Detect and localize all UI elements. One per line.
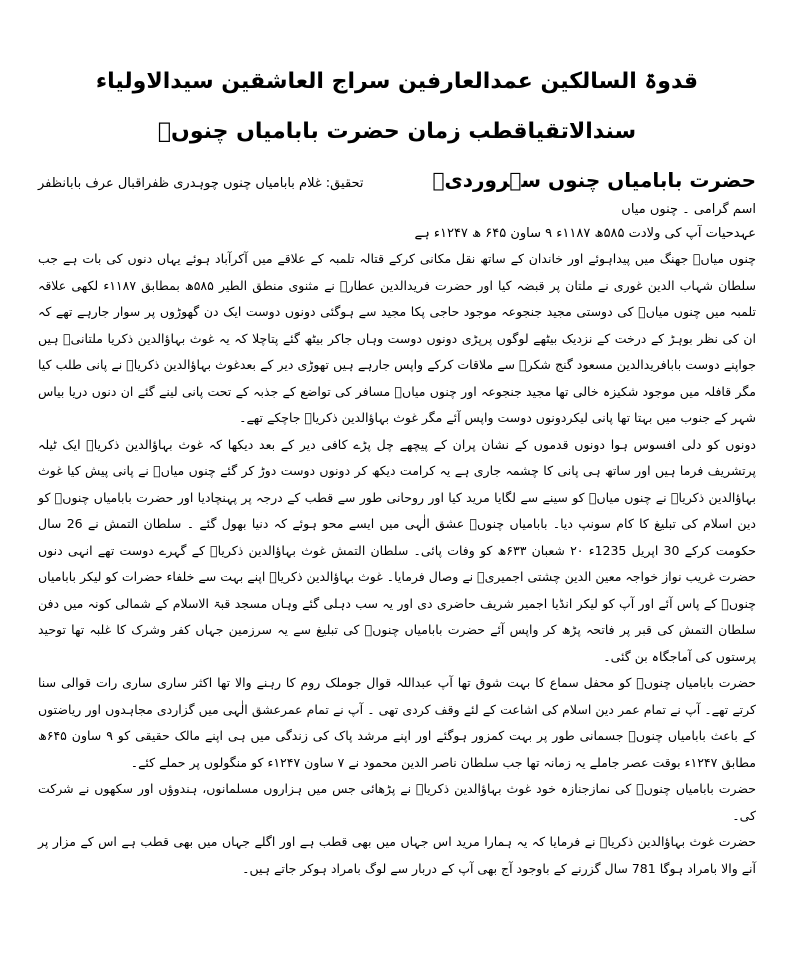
paragraph-2: دونوں کو دلی افسوس ہوا دونوں قدموں کے نشان پران کے پیچھے چل پڑے کافی دیر کے بعد دیکھا کہ غوث بہاؤالدین ذکریاؒ ایک ٹیلہ پرتشریف فرما ہیں اور ساتھ ہی پانی کا چشمہ جاری ہے یہ کرامت دیکھ کر دونوں دوست دوڑ کر گئے چنوں میاںؒ نے پانی پیش کیا غوث بہاؤالدین ذکریاؒ نے چنوں میاںؒ کو سینے سے لگایا مرید کیا اور روحانی طور سے قطب کے درجہ پر پہنچادیا اور حضرت بابامیاں چنوںؒ کو دین اسلام کی تبلیغ کا کام سونپ دیا۔ بابامیاں چنوںؒ عشق الٰہی میں ایسے محو ہوئے کہ دنیا بھول گئے ۔ سلطان التمش نے 26 سال حکومت کرکے 30 اپریل 1235ء ۲۰ شعبان ۶۳۳ھ کو وفات پائی۔ سلطان التمش غوث بہاؤالدین ذکریاؒ کے گہرے دوست تھے انہی دنوں حضرت غریب نواز خواجہ معین الدین چشتی اجمیریؒ نے وصال فرمایا۔ غوث بہاؤالدین ذکریاؒ اپنے بہت سے خلفاء حضرات کو لیکر بابامیاں چنوںؒ کے پاس آئے اور آپ کو لیکر انڈیا اجمیر شریف حاضری دی اور یہ سب دہلی گئے وہاں مسجد قبۃ الاسلام کے شمالی کونہ میں دفن سلطان التمش کی قبر پر فاتحہ پڑھ کر واپس آئے حضرت بابامیاں چنوںؒ کی تبلیغ سے یہ سرزمین جہاں کفر وشرک کا غلبہ تھا توحید پرستوں کی آماجگاہ بن گئی۔ — [38, 436, 756, 664]
subject-name: حضرت بابامیاں چنوں سہروردیؒ — [432, 168, 756, 192]
paragraph-5: حضرت غوث بہاؤالدین ذکریاؒ نے فرمایا کہ یہ ہمارا مرید اس جہاں میں بھی قطب ہے اور اگلے جہاں میں بھی قطب ہے اس کے مزار پر آنے والا بامراد ہوگا 781 سال گزرنے کے باوجود آج بھی آپ کے دربار سے لوگ بامراد ہوکر جاتے ہیں۔ — [38, 834, 756, 876]
research-credit: تحقیق: غلام بابامیاں چنوں چوہدری ظفراقبال عرف بابانظفر — [38, 176, 364, 191]
document-title-line-1: قدوۃ السالکین عمدالعارفین سراج العاشقین سیدالاولیاء — [95, 69, 699, 94]
dates-line: عہدحیات آپ کی ولادت ۵۸۵ھ ۱۱۸۷ء ۹ ساون ۶۴۵ ھ ۱۲۴۷ء ہے — [414, 226, 756, 241]
document-title-line-2: سندالاتقیاقطب زمان حضرت بابامیاں چنوںؒ — [157, 119, 637, 144]
paragraph-3: حضرت بابامیاں چنوںؒ کو محفل سماع کا بہت شوق تھا آپ عبداللہ قوال جوملک روم کا رہنے والا تھا اکثر ساری ساری رات قوالی سنا کرتے تھے۔ آپ نے تمام عمر دین اسلام کی اشاعت کے لئے وقف کردی تھی ۔ آپ نے تمام عمرعشق الٰہی میں گزاردی مجاہدوں اور ریاضتوں کے باعث بابامیاں چنوںؒ جسمانی طور پر بہت کمزور ہوگئے اور اپنے مرشد پاک کی زندگی میں ہی اپنے مالک حقیقی کو ۹ ساون ۶۴۵ھ مطابق ۱۲۴۷ء بوقت عصر جاملے یہ زمانہ تھا جب سلطان ناصر الدین محمود نے ۷ ساون ۱۲۴۷ء کو منگولوں پر حملے کئے۔ — [38, 675, 756, 770]
name-line: اسم گرامی ۔ چنوں میاں — [621, 202, 756, 217]
paragraph-4: حضرت بابامیاں چنوںؒ کی نمازجنازہ خود غوث بہاؤالدین ذکریاؒ نے پڑھائی جس میں ہزاروں مسلمانوں، ہندوؤں اور سکھوں نے شرکت کی۔ — [38, 781, 756, 823]
subject-heading-row — [38, 168, 756, 192]
paragraph-1: چنوں میاںؒ جھنگ میں پیداہوئے اور خاندان کے ساتھ نقل مکانی کرکے قتالہ تلمبہ کے علاقے میں آکرآباد ہوئے یہاں دنوں کی بات ہے جب سلطان شہاب الدین غوری نے ملتان پر قبضہ کیا اور حضرت فریدالدین عطارؒ نے مثنوی منطق الطیر ۵۸۵ھ بمطابق ۱۱۸۷ء لکھی علاقہ تلمبہ میں چنوں میاںؒ کی دوستی مجید جنجوعہ موجود حاجی پکا مجید سے ہوگئی دونوں دوست ایک دن گھوڑوں پر سوار جارہے تھے کہ ان کی نظر بوہڑ کے درخت کے نزدیک بیٹھے لوگوں پرپڑی دونوں دوست وہاں جاکر بیٹھ گئے پتاچلا کہ یہ غوث بہاؤالدین ذکریا ملتانیؒ ہیں جواپنے دوست بابافریدالدین مسعود گنج شکرؒ سے ملاقات کرکے واپس جارہے ہیں تھوڑی دیر کے بعدغوث بہاؤالدین ذکریاؒ نے پانی طلب کیا مگر قافلہ میں موجود شکیزہ خالی تھا مجید جنجوعہ اور چنوں میاںؒ مسافر کی تواضع کے جذبہ کے تحت پانی لینے گئے ان دنوں دریا بیاس شہر کے جنوب میں بہتا تھا پانی لیکردونوں دوست واپس آئے مگر غوث بہاؤالدین ذکریاؒ جاچکے تھے۔ — [38, 251, 756, 425]
